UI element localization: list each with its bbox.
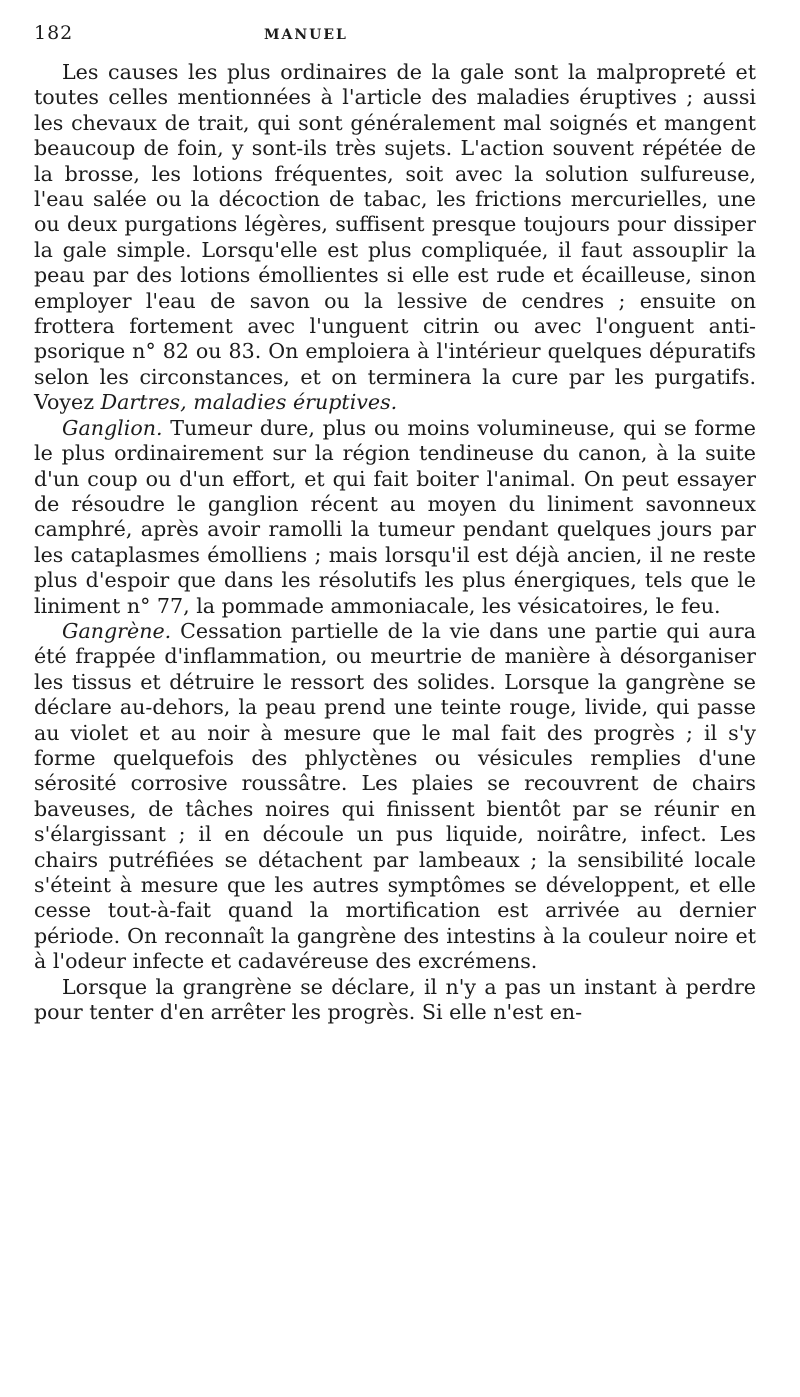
entry-text: Cessation partielle de la vie dans une partie qui aura été frappée d'inflammation, ou meurtrie de manière à désorganiser les tissus et détruire le ressort des solides. Lorsque la gangrène se déclare au-dehors, la peau prend une teinte rouge, livide, qui passe au violet et au noir à mesure que le mal fait des progrès ; il s'y forme quelquefois des phlyctènes ou vésicules remplies d'une sérosité corrosive roussâtre. Les plaies se recouvrent de chairs baveuses, de tâches noires qui finissent bientôt par se réunir en s'élargissant ; il en découle un pus liquide, noirâtre, infect. Les chairs putréfiées se détachent par lambeaux ; la sensibilité locale s'éteint à mesure que les autres symptômes se développent, et elle cesse tout-à-fait quand la mortification est arrivée au dernier période. On reconnaît la gangrène des intestins à la couleur noire et à l'odeur infecte et cadavéreuse des excrémens.	[34, 618, 756, 974]
cross-reference: Dartres, maladies éruptives.	[100, 390, 398, 415]
entry-text: Tumeur dure, plus ou moins volumineuse, qui se forme le plus ordinairement sur la région tendineuse du canon, à la suite d'un coup ou d'un effort, et qui fait boiter l'animal. On peut essayer de résoudre le ganglion récent au moyen du liniment savonneux camphré, après avoir ramolli la tumeur pendant quelques jours par les cataplasmes émolliens ; mais lorsqu'il est déjà ancien, il ne reste plus d'espoir que dans les résolutifs les plus énergiques, tels que le liniment n° 77, la pommade ammoniacale, les vésicatoires, le feu.	[34, 415, 756, 618]
entry-term: Ganglion.	[62, 415, 163, 440]
entry-ganglion	[34, 416, 756, 619]
entry-term: Gangrène.	[62, 618, 172, 643]
page-number: 182	[34, 22, 74, 44]
paragraph-text: Les causes les plus ordinaires de la gale sont la malpropreté et toutes celles mentionnées à l'article des maladies éruptives ; aussi les chevaux de trait, qui sont généralement mal soignés et mangent beaucoup de foin, y sont-ils très sujets. L'action souvent répétée de la brosse, les lotions fréquentes, soit avec la solution sulfureuse, l'eau salée ou la décoction de tabac, les frictions mercurielles, une ou deux purgations légères, suffisent presque toujours pour dissiper la gale simple. Lorsqu'elle est plus compliquée, il faut assouplir la peau par des lotions émollientes si elle est rude et écailleuse, sinon employer l'eau de savon ou la lessive de cendres ; ensuite on frottera fortement avec l'unguent citrin ou avec l'onguent anti-psorique n° 82 ou 83. On emploiera à l'intérieur quelques dépuratifs selon les circonstances, et on terminera la cure par les purgatifs. Voyez	[34, 60, 756, 415]
body-text	[34, 60, 756, 1025]
paragraph-treatment	[34, 975, 756, 1026]
paragraph-gale	[34, 60, 756, 416]
paragraph-text: Lorsque la grangrène se déclare, il n'y a pas un instant à perdre pour tenter d'en arrêter les progrès. Si elle n'est en-	[34, 974, 756, 1025]
entry-gangrene	[34, 619, 756, 975]
page-header	[34, 22, 756, 54]
running-head: MANUEL	[264, 27, 348, 43]
